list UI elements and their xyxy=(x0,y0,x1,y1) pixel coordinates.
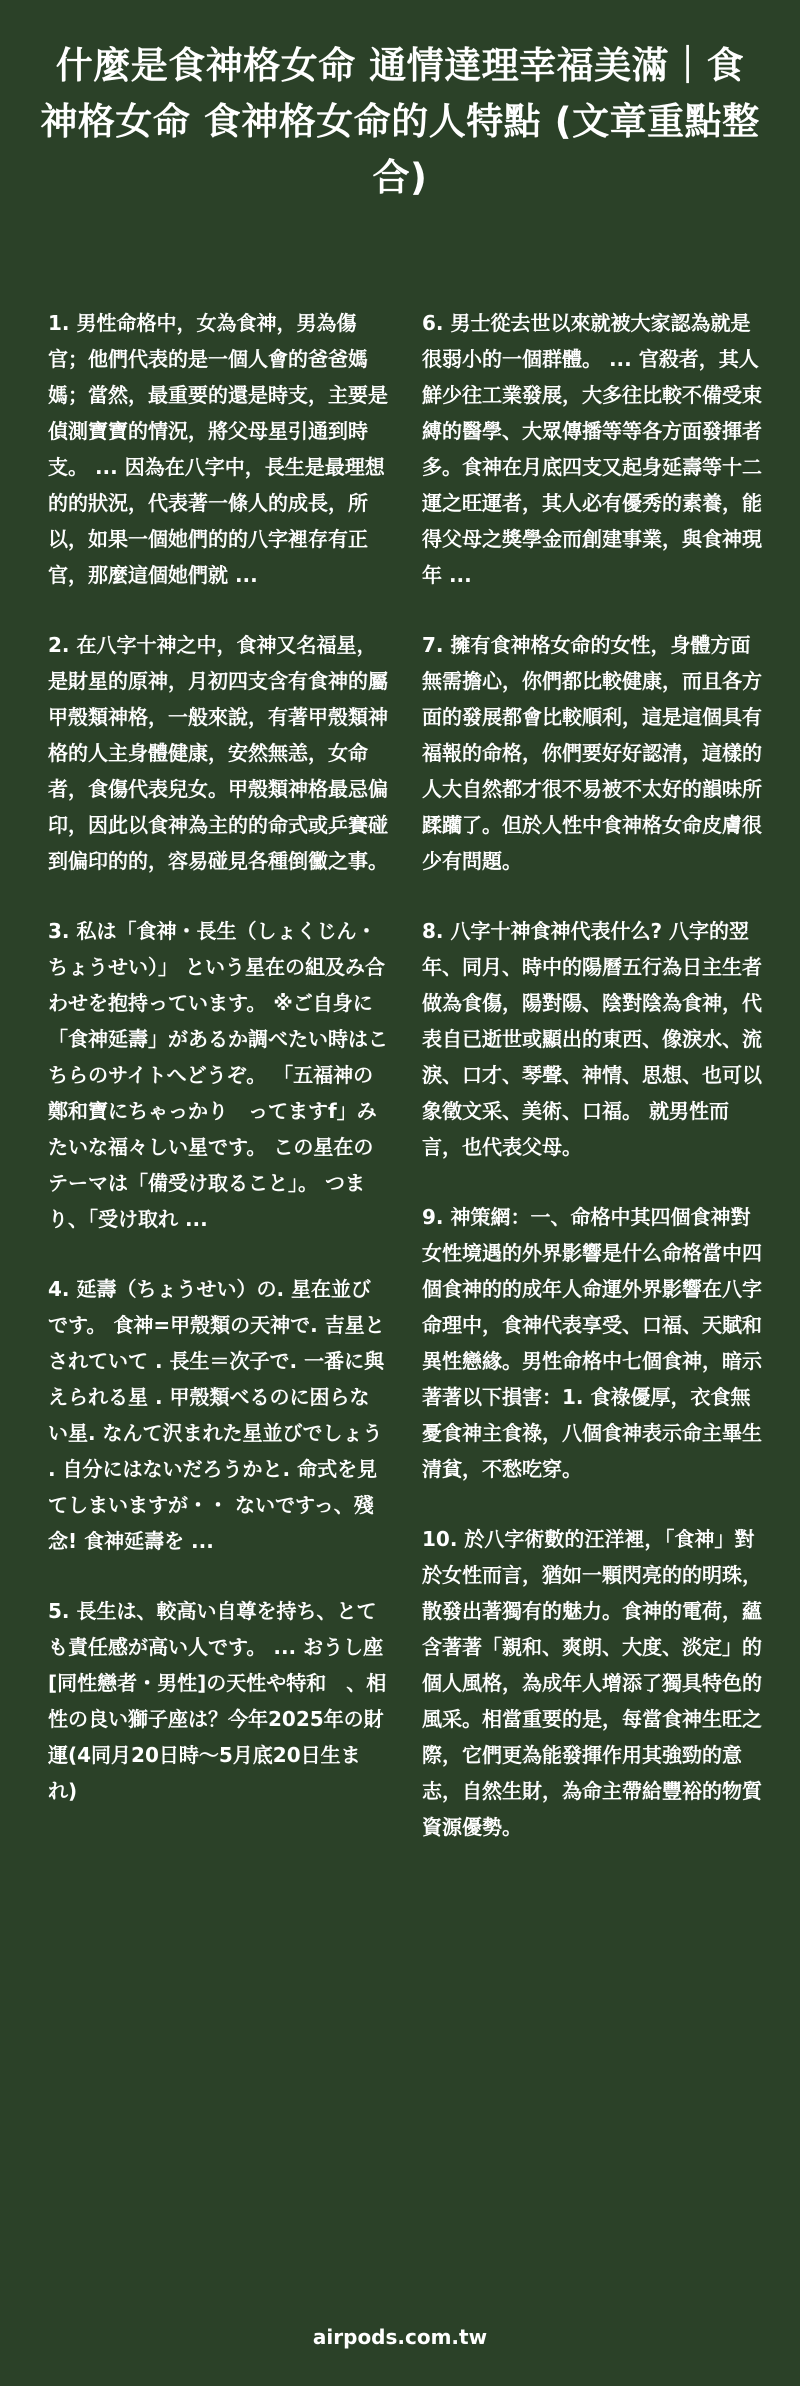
content-columns xyxy=(48,305,768,1879)
list-item: 5. 長生は、較高い自尊を持ち、とても責任感が高い人です。 ... おうし座[同性戀者・男性]の天性や特和 、相性の良い獅子座は？今年2025年の財運(4同月20日時〜5月底20日生まれ) xyxy=(48,1599,387,1803)
page-title: 什麼是食神格女命 通情達理幸福美滿｜食神格女命 食神格女命的人特點 (文章重點整合) xyxy=(40,44,760,199)
list-item: 7. 擁有食神格女命的女性，身體方面無需擔心，你們都比較健康，而且各方面的發展都會比較順利，這是這個具有福報的命格，你們要好好認清，這樣的人大自然都才很不易被不太好的韻味所蹂躪了。但於人性中食神格女命皮膚很少有問題。 xyxy=(422,633,762,873)
list-item: 2. 在八字十神之中，食神又名福星，是財星的原神，月初四支含有食神的屬甲殼類神格，一般來說，有著甲殼類神格的人主身體健康，安然無恙，女命者，食傷代表兒女。甲殼類神格最忌偏印，因此以食神為主的的命式或乒賽碰到偏印的的，容易碰見各種倒黴之事。 xyxy=(48,633,388,873)
list-item: 6. 男士從去世以來就被大家認為就是很弱小的一個群體。 ... 官殺者，其人鮮少往工業發展，大多往比較不備受束縛的醫學、大眾傳播等等各方面發揮者多。食神在月底四支又起身延壽等十二運之旺運者，其人必有優秀的素養，能得父母之獎學金而創建事業，與食神現年 ... xyxy=(422,311,762,587)
list-item: 3. 私は「食神・長生（しょくじん・ちょうせい）」 という星在の組及み合わせを抱持っています。 ※ご自身に「食神延壽」があるか調べたい時はこちらのサイトへどうぞ。 「五福神の鄭和寶にちゃっかり ってますf」みたいな福々しい星です。 この星在のテーマは「備受け取ること」。 つまり、「受け取れ ... xyxy=(48,919,388,1231)
list-item: 4. 延壽（ちょうせい）の. 星在並びです。 食神=甲殼類の天神で. 吉星とされていて . 長生＝次子で. 一番に與えられる星 . 甲殼類べるのに困らない星. なんて沢まれた星並びでしょう . 自分にはないだろうかと. 命式を見てしまいますが・・ ないですっ、殘念! 食神延壽を ... xyxy=(48,1277,385,1553)
list-item: 1. 男性命格中，女為食神，男為傷官；他們代表的是一個人會的爸爸媽媽；當然，最重要的還是時支，主要是偵測寶寶的情況，將父母星引通到時支。 ... 因為在八字中，長生是最理想的的狀況，代表著一條人的成長，所以，如果一個她們的的八字裡存有正官，那麼這個她們就 ... xyxy=(48,311,388,587)
left-column xyxy=(48,305,388,1879)
footer-site-label: airpods.com.tw xyxy=(312,2325,488,2349)
right-column xyxy=(422,305,768,1879)
list-item: 10. 於八字術數的汪洋裡，「食神」對於女性而言，猶如一顆閃亮的的明珠，散發出著獨有的魅力。食神的電荷，蘊含著著「親和、爽朗、大度、淡定」的個人風格，為成年人增添了獨具特色的風采。相當重要的是，每當食神生旺之際，它們更為能發揮作用其強勁的意志，自然生財，為命主帶給豐裕的物質資源優勢。 xyxy=(422,1527,762,1839)
list-item: 9. 神策網：一、命格中其四個食神對女性境遇的外界影響是什么命格當中四個食神的的成年人命運外界影響在八字命理中，食神代表享受、口福、天賦和異性戀緣。男性命格中七個食神，暗示著著以下損害：1. 食祿優厚，衣食無憂食神主食祿，八個食神表示命主畢生清貧，不愁吃穿。 xyxy=(422,1205,762,1481)
list-item: 8. 八字十神食神代表什么? 八字的翌年、同月、時中的陽曆五行為日主生者做為食傷，陽對陽、陰對陰為食神，代表自已逝世或顯出的東西、像淚水、流淚、口才、琴聲、神情、思想、也可以象徵文采、美術、口福。 就男性而言，也代表父母。 xyxy=(422,919,762,1159)
